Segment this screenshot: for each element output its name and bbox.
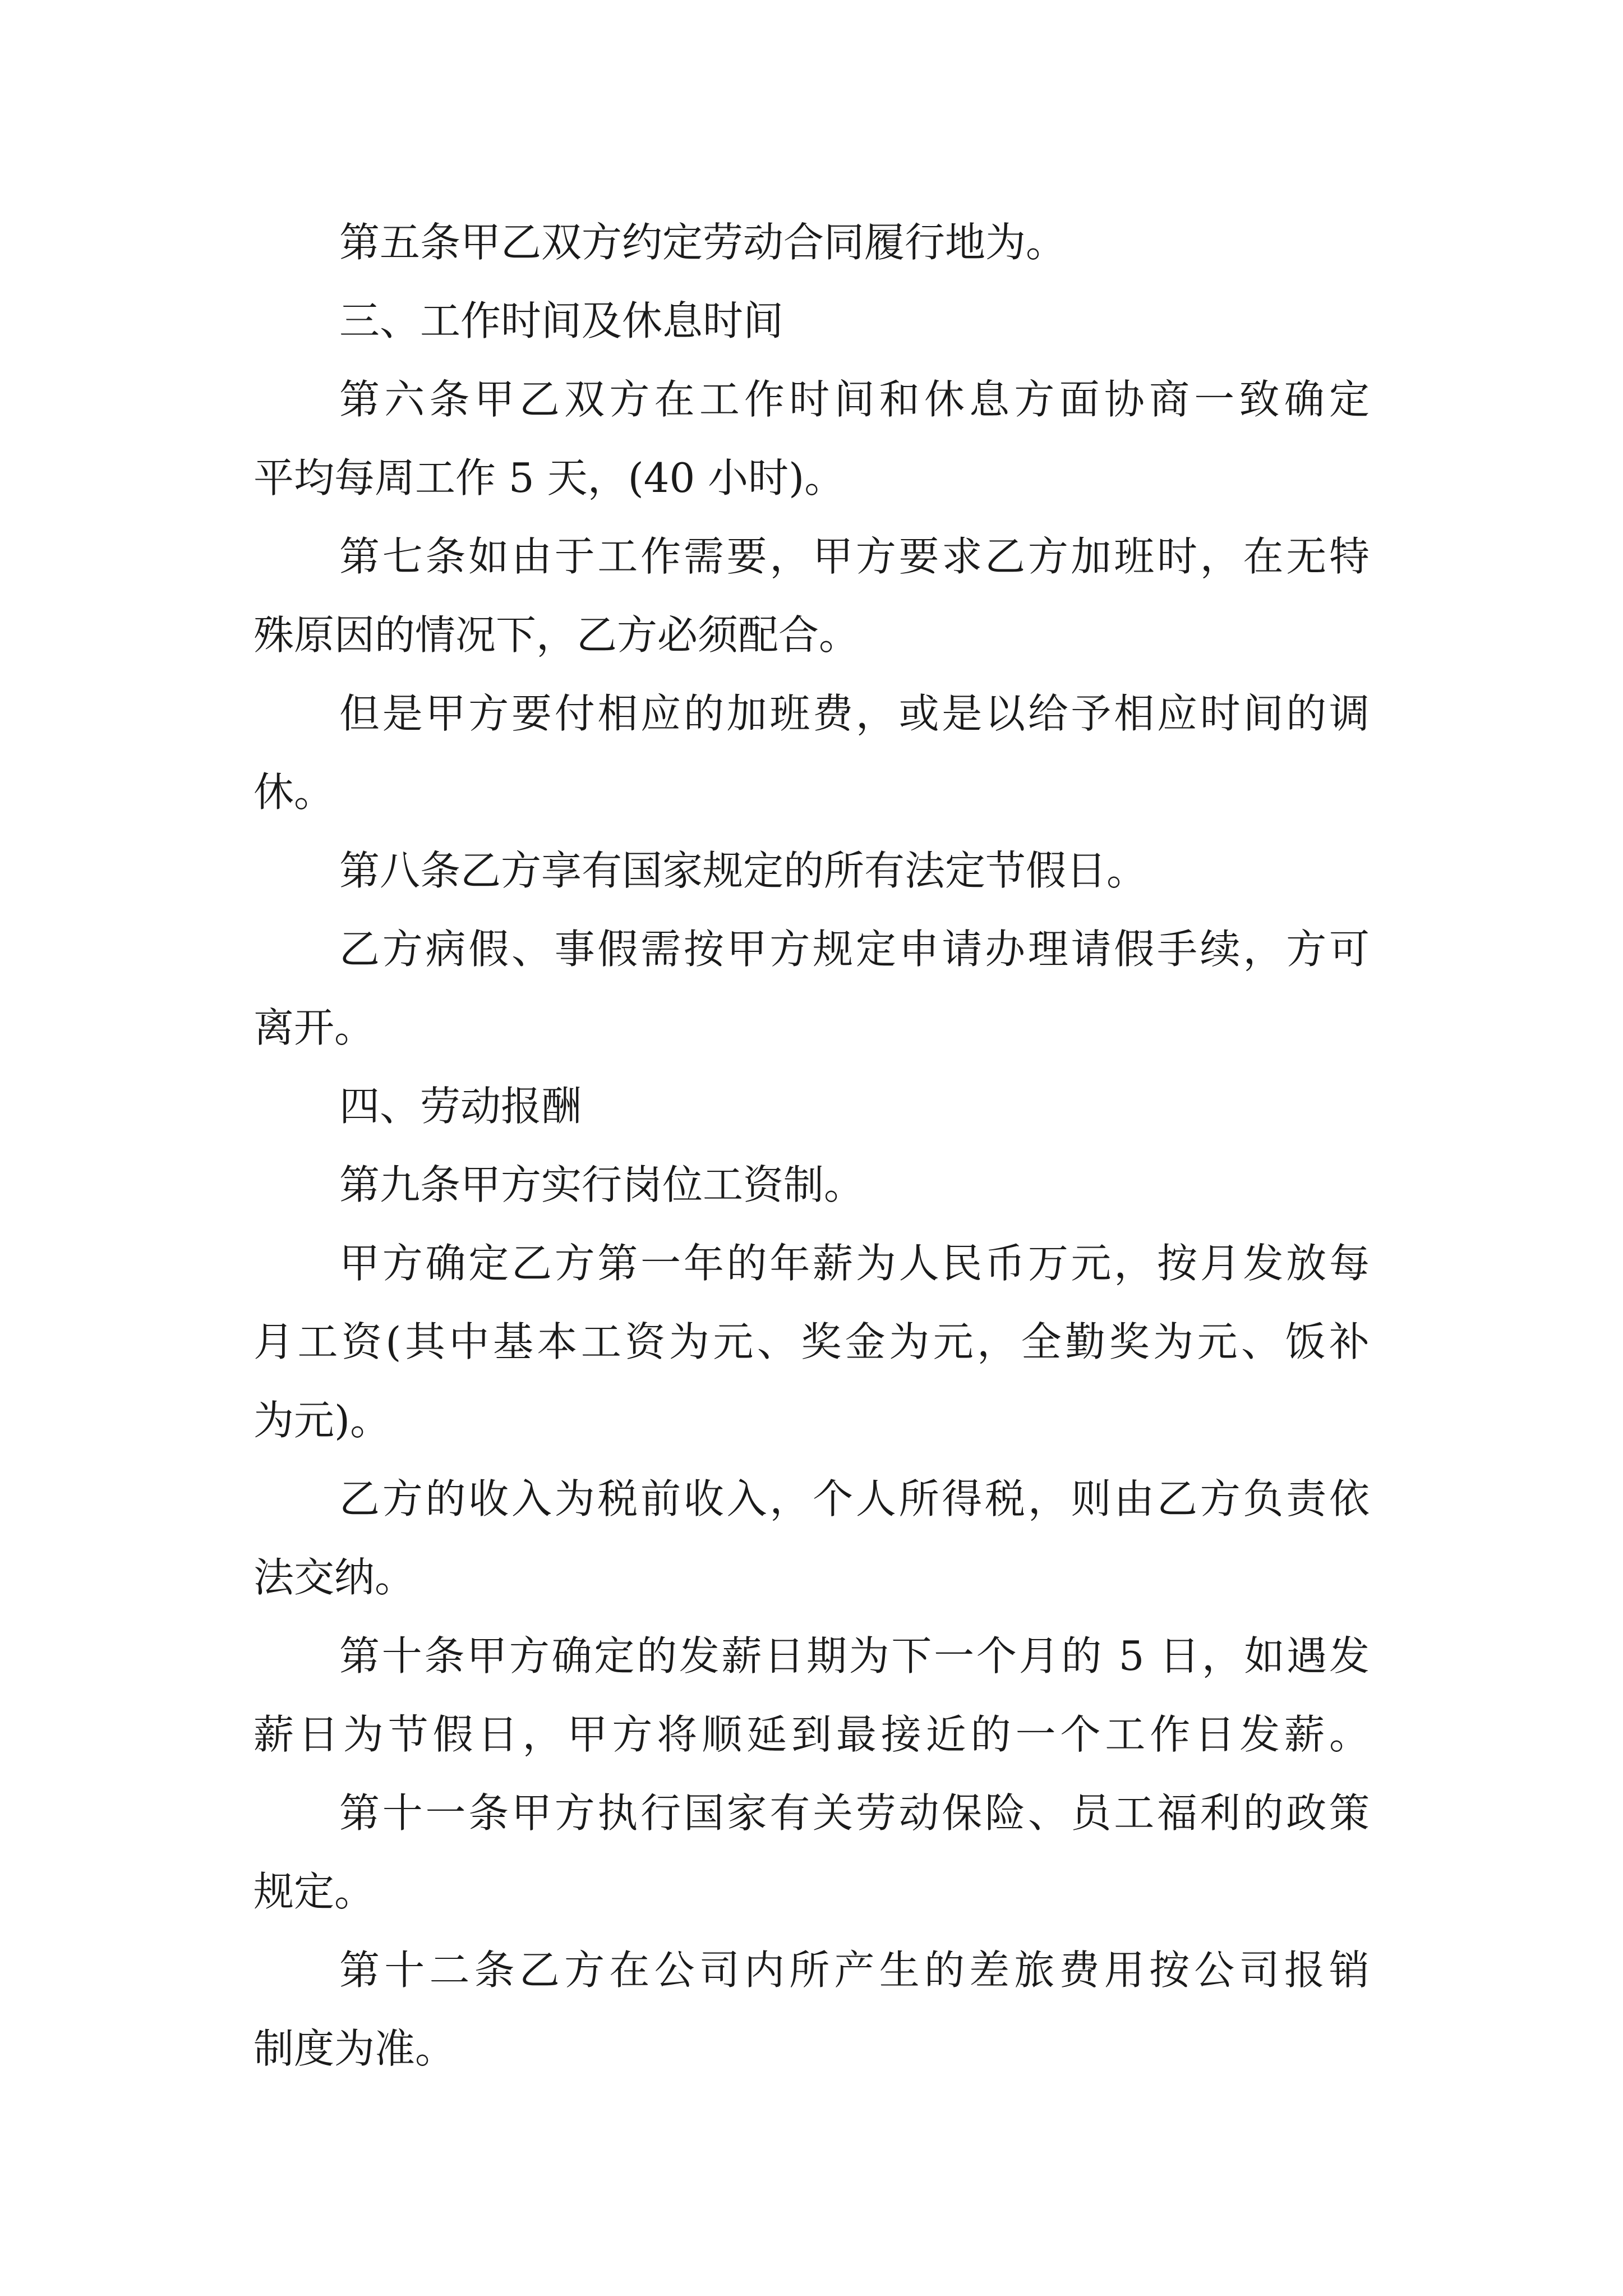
text-line: 殊原因的情况下，乙方必须配合。	[253, 611, 860, 659]
text-line: 第十条甲方确定的发薪日期为下一个月的 5 日，如遇发	[339, 1632, 1370, 1680]
text-line: 第五条甲乙双方约定劳动合同履行地为。	[339, 219, 1067, 266]
text-line: 乙方病假、事假需按甲方规定申请办理请假手续，方可	[339, 926, 1370, 973]
text-line: 为元)。	[253, 1397, 391, 1444]
text-line: 但是甲方要付相应的加班费，或是以给予相应时间的调	[339, 690, 1370, 737]
text-line: 月工资(其中基本工资为元、奖金为元，全勤奖为元、饭补	[253, 1318, 1370, 1365]
text-line: 规定。	[253, 1868, 375, 1915]
section-heading: 三、工作时间及休息时间	[339, 297, 784, 344]
text-line: 第十一条甲方执行国家有关劳动保险、员工福利的政策	[339, 1789, 1370, 1837]
text-line: 第八条乙方享有国家规定的所有法定节假日。	[339, 847, 1147, 894]
text-line: 第六条甲乙双方在工作时间和休息方面协商一致确定	[339, 376, 1370, 423]
text-line: 第七条如由于工作需要，甲方要求乙方加班时，在无特	[339, 533, 1370, 580]
section-heading: 四、劳动报酬	[339, 1083, 582, 1130]
text-line: 第十二条乙方在公司内所产生的差旅费用按公司报销	[339, 1947, 1370, 1994]
text-line: 离开。	[253, 1004, 375, 1051]
text-line: 薪日为节假日，甲方将顺延到最接近的一个工作日发薪。	[253, 1711, 1370, 1758]
text-line: 休。	[253, 769, 335, 816]
text-line: 平均每周工作 5 天，(40 小时)。	[253, 454, 845, 501]
text-line: 乙方的收入为税前收入，个人所得税，则由乙方负责依	[339, 1475, 1370, 1522]
text-line: 甲方确定乙方第一年的年薪为人民币万元，按月发放每	[339, 1240, 1370, 1287]
text-line: 法交纳。	[253, 1554, 416, 1601]
text-line: 制度为准。	[253, 2025, 456, 2072]
text-line: 第九条甲方实行岗位工资制。	[339, 1161, 865, 1208]
